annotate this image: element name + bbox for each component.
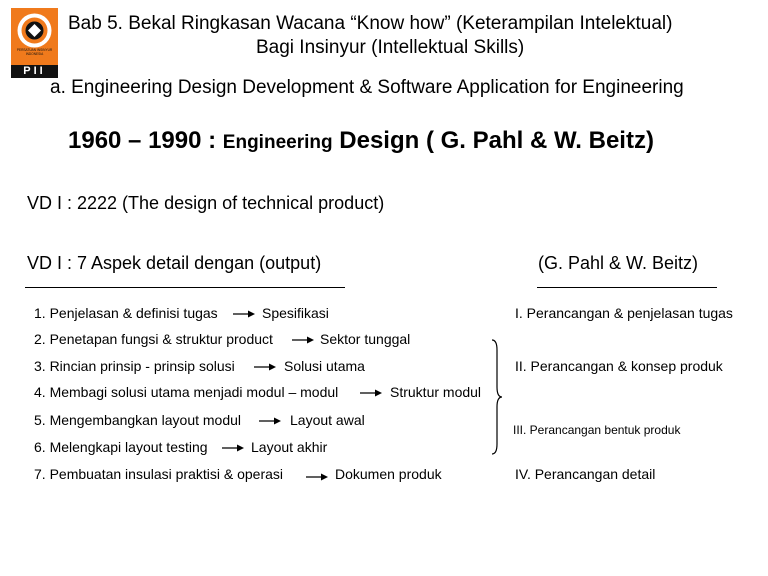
step-4-label: 4. Membagi solusi utama menjadi modul – modul: [34, 384, 339, 400]
right-brace-icon: [490, 338, 504, 456]
arrow-right-icon: [254, 362, 276, 372]
divider-right: [537, 287, 717, 288]
step-3-output: Solusi utama: [284, 358, 365, 374]
arrow-right-icon: [360, 388, 382, 398]
header-line-1: Bab 5. Bekal Ringkasan Wacana “Know how” (Keterampilan Intelektual): [68, 13, 673, 34]
phase-4: IV. Perancangan detail: [515, 466, 656, 482]
step-5-output: Layout awal: [290, 412, 365, 428]
arrow-right-icon: [222, 443, 244, 453]
divider-left: [25, 287, 345, 288]
step-6-output: Layout akhir: [251, 439, 328, 455]
pii-logo: [11, 8, 58, 78]
emblem-icon: [16, 12, 53, 49]
phase-2: II. Perancangan & konsep produk: [515, 358, 723, 374]
page-title: [68, 127, 654, 155]
step-2-label: 2. Penetapan fungsi & struktur product: [34, 331, 273, 347]
step-6-label: 6. Melengkapi layout testing: [34, 439, 208, 455]
vd-7-aspek-line: VD I : 7 Aspek detail dengan (output): [27, 253, 322, 273]
step-7-label: 7. Pembuatan insulasi praktisi & operasi: [34, 466, 284, 482]
logo-acronym: PII: [23, 65, 46, 77]
step-3-label: 3. Rincian prinsip - prinsip solusi: [34, 358, 235, 374]
authors-label: (G. Pahl & W. Beitz): [538, 253, 699, 273]
title-years: 1960 – 1990 :: [68, 127, 223, 154]
arrow-right-icon: [306, 472, 328, 482]
step-7-output: Dokumen produk: [335, 466, 442, 482]
step-1-output: Spesifikasi: [262, 305, 329, 321]
section-subtitle: a. Engineering Design Development & Software Application for Engineering: [50, 77, 684, 98]
arrow-right-icon: [259, 416, 281, 426]
title-engineering: Engineering: [222, 132, 333, 153]
arrow-right-icon: [292, 335, 314, 345]
header-line-2: Bagi Insinyur (Intellektual Skills): [256, 37, 525, 58]
logo-motto: PERSATUAN INSINYUR INDONESIA: [16, 48, 53, 56]
step-2-output: Sektor tunggal: [320, 331, 411, 347]
arrow-right-icon: [233, 309, 255, 319]
title-design: Design ( G. Pahl & W. Beitz): [332, 127, 654, 154]
phase-3: III. Perancangan bentuk produk: [513, 423, 681, 437]
step-4-output: Struktur modul: [390, 384, 482, 400]
step-5-label: 5. Mengembangkan layout modul: [34, 412, 242, 428]
step-1-label: 1. Penjelasan & definisi tugas: [34, 305, 218, 321]
vd-2222-line: VD I : 2222 (The design of technical product): [27, 193, 385, 213]
phase-1: I. Perancangan & penjelasan tugas: [515, 305, 733, 321]
